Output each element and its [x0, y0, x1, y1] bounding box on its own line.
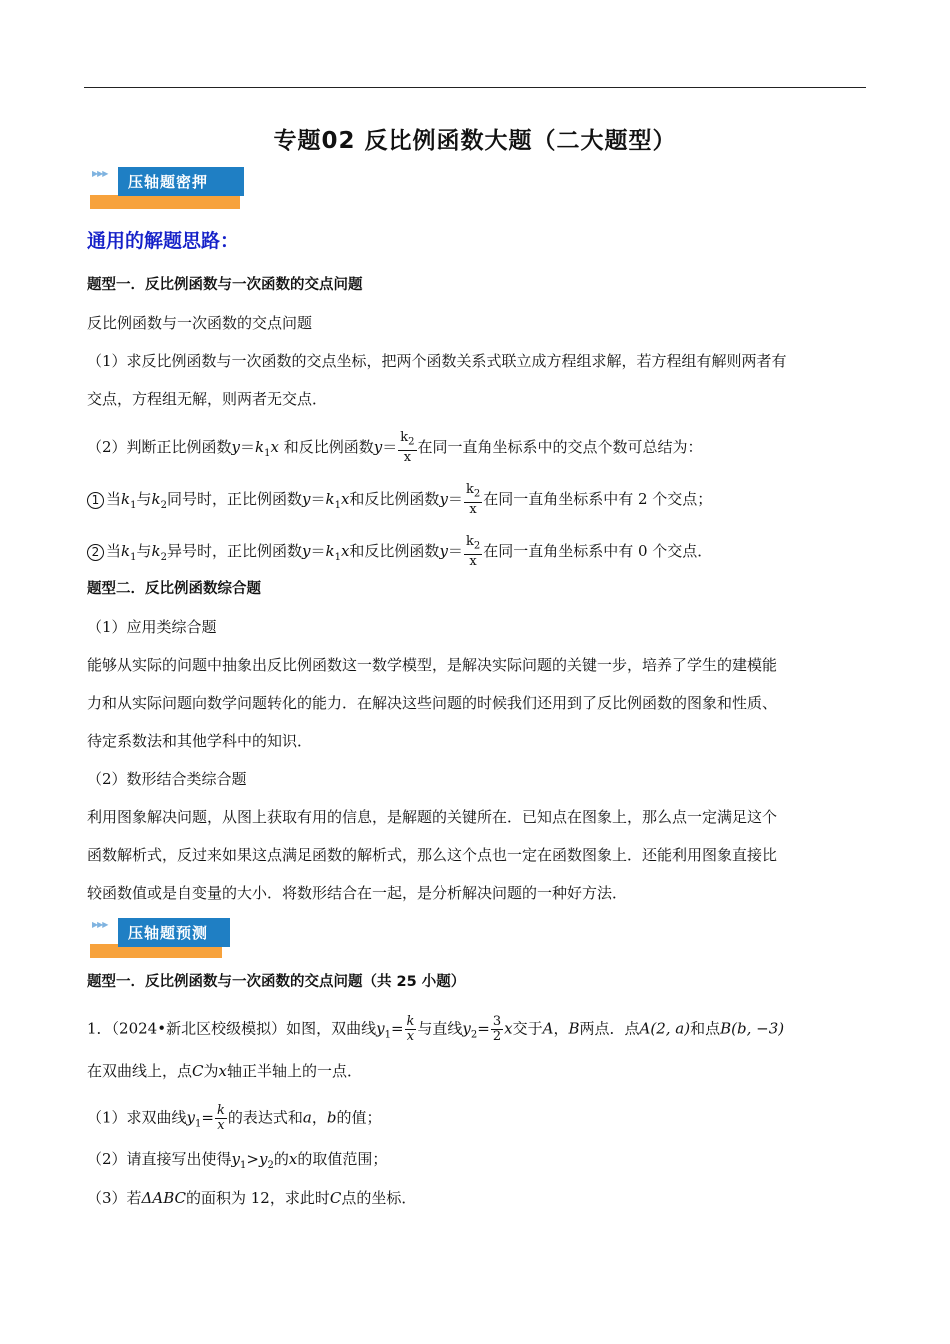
var-y: y: [301, 541, 311, 560]
sub-1: 1: [130, 499, 137, 511]
point-A: A(2, a): [639, 1019, 691, 1038]
type1-sub: 反比例函数与一次函数的交点问题: [87, 314, 313, 332]
header-rule: [84, 87, 866, 88]
q1-sub3: [87, 1188, 416, 1208]
den-2: 2: [492, 1029, 502, 1044]
var-k: k: [325, 541, 335, 560]
triangle-ABC: ΔABC: [141, 1189, 186, 1207]
text: 当: [106, 489, 122, 508]
var-k: k: [400, 430, 409, 445]
var-y: y: [376, 1019, 385, 1038]
text: 异号时，正比例函数: [166, 541, 302, 560]
text: 与: [136, 541, 152, 560]
arrow-icon: ▶▶▶: [92, 169, 108, 178]
case1-line: [87, 483, 712, 517]
text: （2）请直接写出使得: [87, 1150, 232, 1168]
eq: ＝: [310, 541, 326, 560]
eq: ＝: [447, 541, 463, 560]
var-x: x: [406, 1029, 415, 1044]
fraction-k-x: [215, 1104, 227, 1133]
var-k: k: [465, 482, 474, 497]
sub-2: 2: [408, 436, 415, 448]
var-y: y: [231, 437, 241, 456]
text: 在同一直角坐标系中有 0 个交点．: [483, 541, 713, 560]
var-y: y: [301, 489, 311, 508]
text: 的面积为 12，求此时: [186, 1189, 330, 1207]
q1-line-b: [87, 1061, 362, 1081]
fraction-k2-x: [398, 431, 416, 465]
text: （2）判断正比例函数: [87, 437, 232, 456]
var-k: k: [465, 534, 474, 549]
sub-1: 1: [130, 551, 137, 563]
text: 在同一直角坐标系中有 2 个交点；: [483, 489, 713, 508]
q1-line: [87, 1015, 784, 1046]
var-k: k: [255, 437, 265, 456]
sub-1: 1: [264, 447, 271, 459]
sub-2: 2: [160, 551, 167, 563]
fraction-k2-x: [464, 535, 482, 569]
var-C: C: [329, 1189, 342, 1207]
eq: ＝: [310, 489, 326, 508]
q1-sub1: [87, 1104, 381, 1135]
var-k: k: [121, 541, 131, 560]
var-y: y: [439, 541, 448, 560]
text: 的表达式和: [227, 1108, 303, 1127]
eq: ＝: [447, 489, 463, 508]
fraction-3-2: [491, 1015, 503, 1044]
banner-yazhou-miya: [90, 167, 248, 209]
text: 在同一直角坐标系中的交点个数可总结为：: [417, 437, 703, 456]
t2-p1a: 能够从实际的问题中抽象出反比例函数这一数学模型，是解决实际问题的关键一步，培养了学生的建模能: [87, 656, 778, 674]
text: （1）求双曲线: [87, 1108, 187, 1127]
circled-1-icon: 1: [87, 492, 104, 509]
text: 为: [203, 1062, 219, 1080]
var-A: A: [542, 1019, 554, 1038]
text: 和点: [690, 1019, 721, 1038]
text: 的值；: [336, 1108, 382, 1127]
page-title: 专题02 反比例函数大题（二大题型）: [273, 128, 677, 154]
text: 同号时，正比例函数: [166, 489, 302, 508]
fraction-k2-x: [464, 483, 482, 517]
eq: ＝: [240, 437, 256, 456]
text: 当: [106, 541, 122, 560]
t2-p2a: 利用图象解决问题，从图上获取有用的信息，是解题的关键所在．已知点在图象上，那么点一定满足这个: [87, 808, 778, 826]
text: ，: [553, 1019, 569, 1038]
case2-line: [87, 535, 712, 569]
var-y: y: [462, 1019, 471, 1038]
var-y: y: [258, 1150, 268, 1168]
banner-label: 压轴题密押: [118, 167, 244, 196]
sub-2: 2: [473, 488, 481, 500]
text: 1．（2024•新北区校级模拟）如图，双曲线: [87, 1019, 377, 1038]
text: 轴正半轴上的一点．: [226, 1062, 362, 1080]
fraction-k-x: [405, 1015, 417, 1044]
t2-s2: （2）数形结合类综合题: [87, 770, 247, 788]
text: 在双曲线上，点: [87, 1062, 193, 1080]
t2-p1b: 力和从实际问题向数学问题转化的能力．在解决这些问题的时候我们还用到了反比例函数的图象和性质、: [87, 694, 778, 712]
var-x: x: [403, 449, 412, 465]
text: 的取值范围；: [297, 1150, 388, 1168]
text: 点的坐标．: [341, 1189, 417, 1207]
var-x: x: [288, 1150, 298, 1168]
sub-1: 1: [334, 551, 341, 563]
sub-2: 2: [160, 499, 167, 511]
type1-heading: 题型一．反比例函数与一次函数的交点问题: [87, 277, 363, 293]
t2-p2c: 较函数值或是自变量的大小．将数形结合在一起，是分析解决问题的一种好方法．: [87, 884, 628, 902]
var-x: x: [340, 541, 350, 560]
sub-1: 1: [240, 1160, 247, 1171]
sub-2: 2: [267, 1160, 274, 1171]
eq: =: [477, 1019, 490, 1038]
var-b: b: [326, 1108, 337, 1127]
var-k: k: [406, 1014, 415, 1029]
var-k: k: [121, 489, 131, 508]
var-x: x: [217, 1118, 225, 1133]
var-k: k: [325, 489, 335, 508]
p2-line: [87, 431, 703, 465]
var-x: x: [469, 553, 477, 569]
var-B: B: [568, 1019, 580, 1038]
var-k: k: [151, 489, 161, 508]
eq: ＝: [382, 437, 398, 456]
eq: =: [390, 1019, 404, 1038]
sub-1: 1: [384, 1029, 391, 1041]
text: 和反比例函数: [349, 489, 440, 508]
sub-2: 2: [470, 1029, 478, 1041]
sub-2: 2: [473, 540, 481, 552]
var-a: a: [302, 1108, 312, 1127]
text: 与直线: [417, 1019, 463, 1038]
text: 和反比例函数: [349, 541, 440, 560]
text: 与: [136, 489, 152, 508]
banner-label: 压轴题预测: [118, 918, 230, 947]
q1-sub2: [87, 1149, 387, 1176]
var-x: x: [469, 501, 477, 517]
text: （3）若: [87, 1189, 142, 1207]
text: 两点．点: [579, 1019, 640, 1038]
circled-2-icon: 2: [87, 544, 104, 561]
var-y: y: [186, 1108, 196, 1127]
var-C: C: [192, 1062, 204, 1080]
num-3: 3: [492, 1014, 502, 1029]
t2-s1: （1）应用类综合题: [87, 618, 217, 636]
var-y: y: [439, 489, 448, 508]
pred-heading: 题型一．反比例函数与一次函数的交点问题（共 25 小题）: [87, 974, 466, 990]
gt: >: [246, 1150, 259, 1168]
var-k: k: [151, 541, 161, 560]
var-x: x: [340, 489, 350, 508]
var-x: x: [504, 1019, 513, 1038]
point-B: B(b, −3): [720, 1019, 785, 1038]
text: 的: [273, 1150, 289, 1168]
banner-yazhou-yuce: [90, 918, 230, 958]
var-y: y: [231, 1150, 241, 1168]
sub-1: 1: [334, 499, 341, 511]
arrow-icon: ▶▶▶: [92, 920, 108, 929]
var-y: y: [373, 437, 383, 456]
t2-p2b: 函数解析式，反过来如果这点满足函数的解析式，那么这个点也一定在函数图象上．还能利用图象直接比: [87, 846, 778, 864]
text: 交于: [512, 1019, 543, 1038]
var-k: k: [216, 1103, 225, 1118]
sub-1: 1: [195, 1118, 202, 1130]
var-x: x: [270, 437, 279, 456]
p1-b: 交点，方程组无解，则两者无交点．: [87, 390, 328, 408]
eq: =: [201, 1108, 214, 1127]
var-x: x: [218, 1062, 227, 1080]
t2-p1c: 待定系数法和其他学科中的知识．: [87, 732, 313, 750]
text: ，: [311, 1108, 327, 1127]
banner-stripe: [90, 195, 240, 209]
type2-heading: 题型二．反比例函数综合题: [87, 581, 261, 597]
text: 和反比例函数: [283, 437, 374, 456]
p1-a: （1）求反比例函数与一次函数的交点坐标，把两个函数关系式联立成方程组求解，若方程组有解则两者有: [87, 352, 787, 370]
general-heading: 通用的解题思路：: [87, 230, 240, 252]
